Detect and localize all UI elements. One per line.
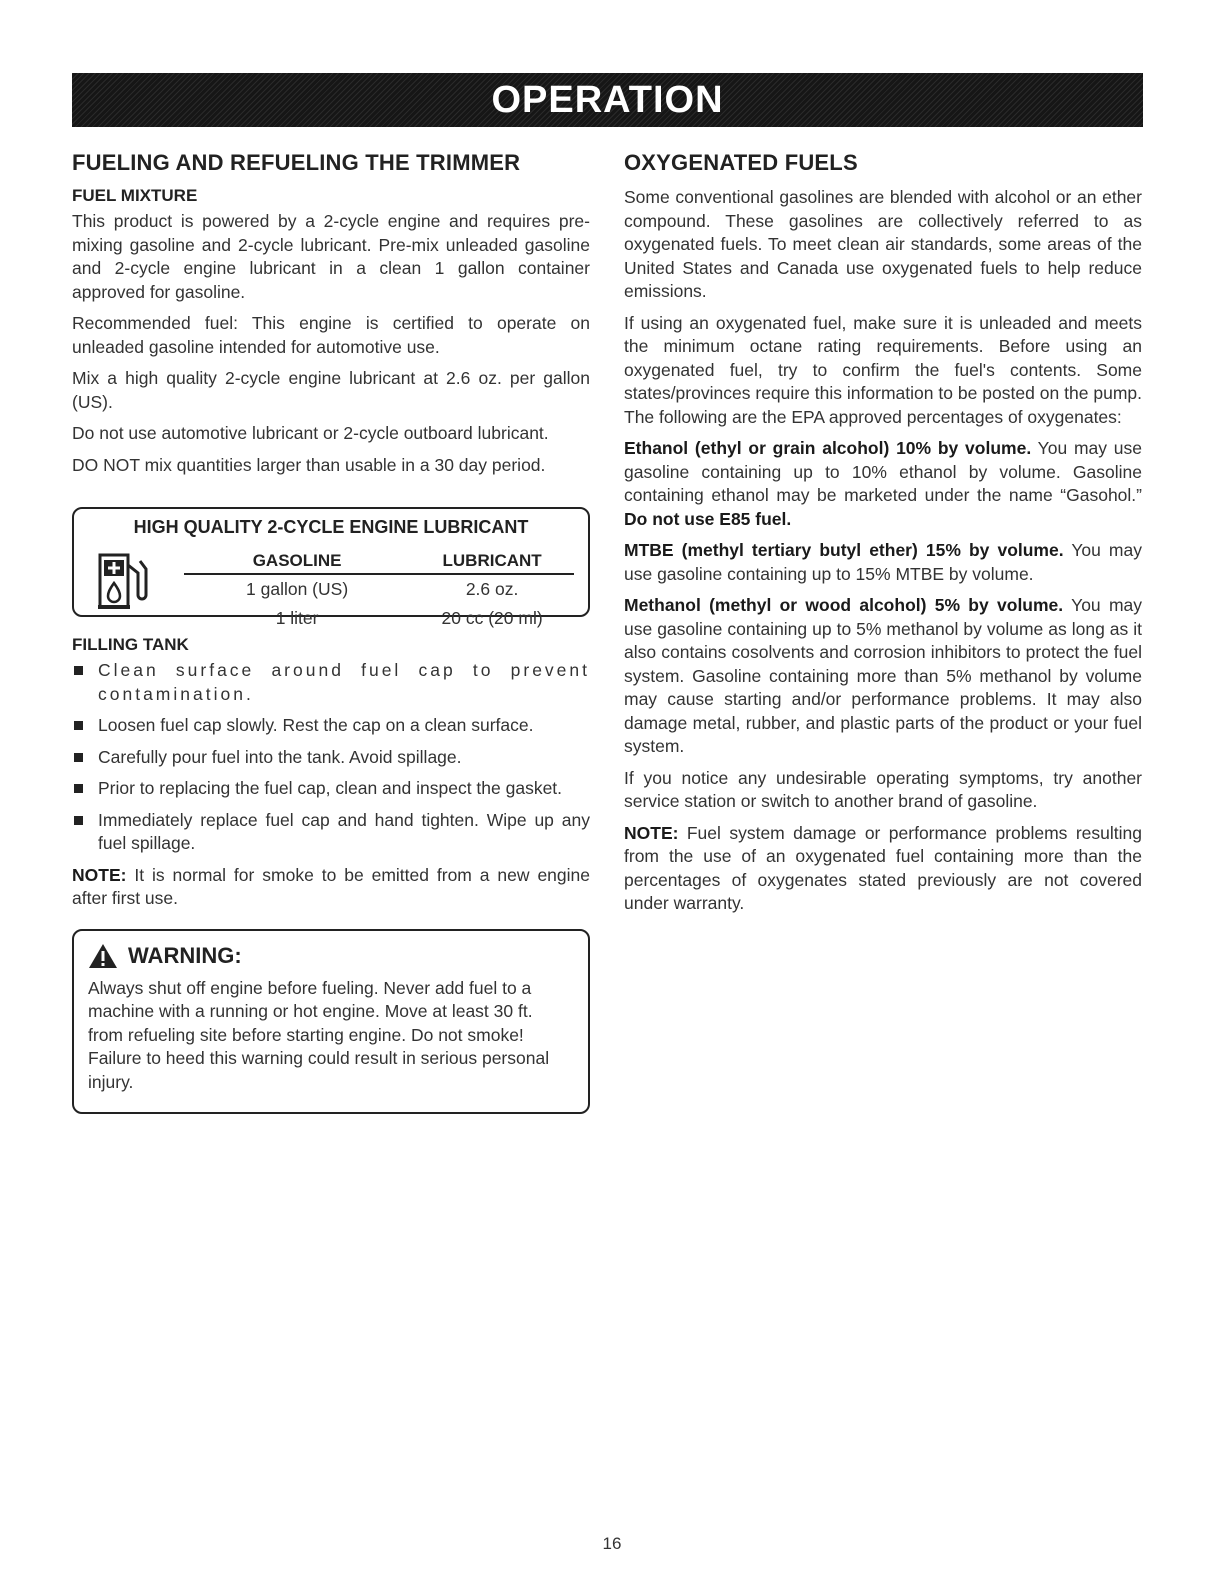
fuel-mixture-paragraph: This product is powered by a 2-cycle engine and requires pre-mixing gasoline and 2-cycle lubricant. Pre-mix unleaded gasoline and 2-cycle engine lubricant in a clean 1 gallon container approved for gasoline.	[72, 211, 590, 302]
fuel-mixture-paragraph: Do not use automotive lubricant or 2-cycle outboard lubricant.	[72, 423, 549, 443]
note-label: NOTE:	[624, 822, 679, 843]
oxygenated-heading: OXYGENATED FUELS	[624, 150, 858, 175]
note-text: It is normal for smoke to be emitted from a new engine after first use.	[72, 864, 590, 908]
list-item: Loosen fuel cap slowly. Rest the cap on a clean surface.	[72, 714, 590, 738]
mtbe-text: You may use gasoline containing up to 15% MTBE by volume.	[624, 540, 1142, 584]
fuel-mixture-paragraph: Mix a high quality 2-cycle engine lubricant at 2.6 oz. per gallon (US).	[72, 368, 590, 412]
mtbe-label: MTBE (methyl tertiary butyl ether) 15% by volume.	[624, 540, 1064, 560]
gasoline-cell: 1 liter	[275, 608, 319, 628]
lubricant-box-title: HIGH QUALITY 2-CYCLE ENGINE LUBRICANT	[133, 517, 529, 537]
methanol-label: Methanol (methyl or wood alcohol) 5% by volume.	[624, 595, 1064, 615]
filling-note	[72, 864, 590, 911]
fuel-pump-icon	[98, 551, 150, 611]
ethanol-paragraph	[624, 437, 1142, 531]
e85-warning: Do not use E85 fuel.	[624, 508, 792, 529]
right-column	[624, 150, 1142, 924]
lubricant-table-header	[184, 551, 574, 575]
ethanol-label: Ethanol (ethyl or grain alcohol) 10% by volume.	[624, 438, 1032, 458]
warning-triangle-icon	[88, 943, 118, 969]
section-banner	[72, 73, 1143, 127]
warning-text: Always shut off engine before fueling. Never add fuel to a machine with a running or hot engine. Move at least 30 ft. from refueling site before starting engine. Do not smoke! Failure to heed this warning could result in serious personal injury.	[88, 977, 550, 1092]
filling-tank-list	[72, 659, 590, 856]
oxygenated-paragraph: Some conventional gasolines are blended with alcohol or an ether compound. These gasolines are collectively referred to as oxygenated fuels. To meet clean air standards, some areas of the United States and Canada use oxygenated fuels to help reduce emissions.	[624, 187, 1142, 301]
list-item: Carefully pour fuel into the tank. Avoid spillage.	[72, 746, 590, 770]
warning-header	[88, 943, 572, 969]
lubricant-table	[184, 551, 574, 633]
warning-box	[72, 929, 590, 1114]
fuel-mixture-paragraph: DO NOT mix quantities larger than usable in a 30 day period.	[72, 454, 546, 475]
lubricant-cell: 20 cc (20 ml)	[441, 608, 543, 628]
list-item: Clean surface around fuel cap to prevent contamination.	[72, 659, 590, 706]
list-item: Immediately replace fuel cap and hand tighten. Wipe up any fuel spillage.	[72, 809, 590, 856]
oxygenated-paragraph: If using an oxygenated fuel, make sure it is unleaded and meets the minimum octane rating requirements. Before using an oxygenated fuel, try to confirm the fuel's contents. Some states/provinces require this information to be posted on the pump. The following are the EPA approved percentages of oxygenates:	[624, 312, 1142, 427]
methanol-text: You may use gasoline containing up to 5% methanol by volume as long as it also contains cosolvents and corrosion inhibitors to protect the fuel system. Gasoline containing more than 5% methanol by volume may cause starting and/or performance problems. It may also damage metal, rubber, and plastic parts of the product or your fuel system.	[624, 595, 1143, 756]
oxygenated-paragraph: If you notice any undesirable operating symptoms, try another service station or switch to another brand of gasoline.	[624, 767, 1142, 811]
fueling-heading: FUELING AND REFUELING THE TRIMMER	[72, 150, 521, 175]
note-text: Fuel system damage or performance problems resulting from the use of an oxygenated fuel containing more than the percentages of oxygenates stated previously are not covered under warranty.	[624, 822, 1142, 913]
gasoline-header: GASOLINE	[252, 551, 342, 570]
lubricant-box	[72, 507, 590, 628]
oxygenated-note	[624, 822, 1142, 916]
warning-label: WARNING:	[128, 942, 242, 968]
list-item: Prior to replacing the fuel cap, clean and inspect the gasket.	[72, 777, 590, 801]
table-row	[184, 604, 574, 633]
lubricant-cell: 2.6 oz.	[465, 579, 519, 599]
page-number: 16	[602, 1534, 622, 1553]
ethanol-text: You may use gasoline containing up to 10% ethanol by volume. Gasoline containing ethanol may be marketed under the name “Gasohol.”	[624, 438, 1142, 505]
lubricant-header: LUBRICANT	[442, 551, 542, 570]
left-column	[72, 150, 590, 1114]
table-row	[184, 575, 574, 604]
note-label: NOTE:	[72, 864, 127, 885]
page-title: OPERATION	[491, 78, 724, 121]
gasoline-cell: 1 gallon (US)	[246, 579, 349, 599]
mtbe-paragraph	[624, 539, 1142, 586]
filling-tank-subheading: FILLING TANK	[72, 635, 189, 654]
fuel-mixture-subheading: FUEL MIXTURE	[72, 186, 198, 205]
methanol-paragraph	[624, 594, 1142, 759]
fuel-mixture-paragraph: Recommended fuel: This engine is certified to operate on unleaded gasoline intended for automotive use.	[72, 313, 590, 357]
